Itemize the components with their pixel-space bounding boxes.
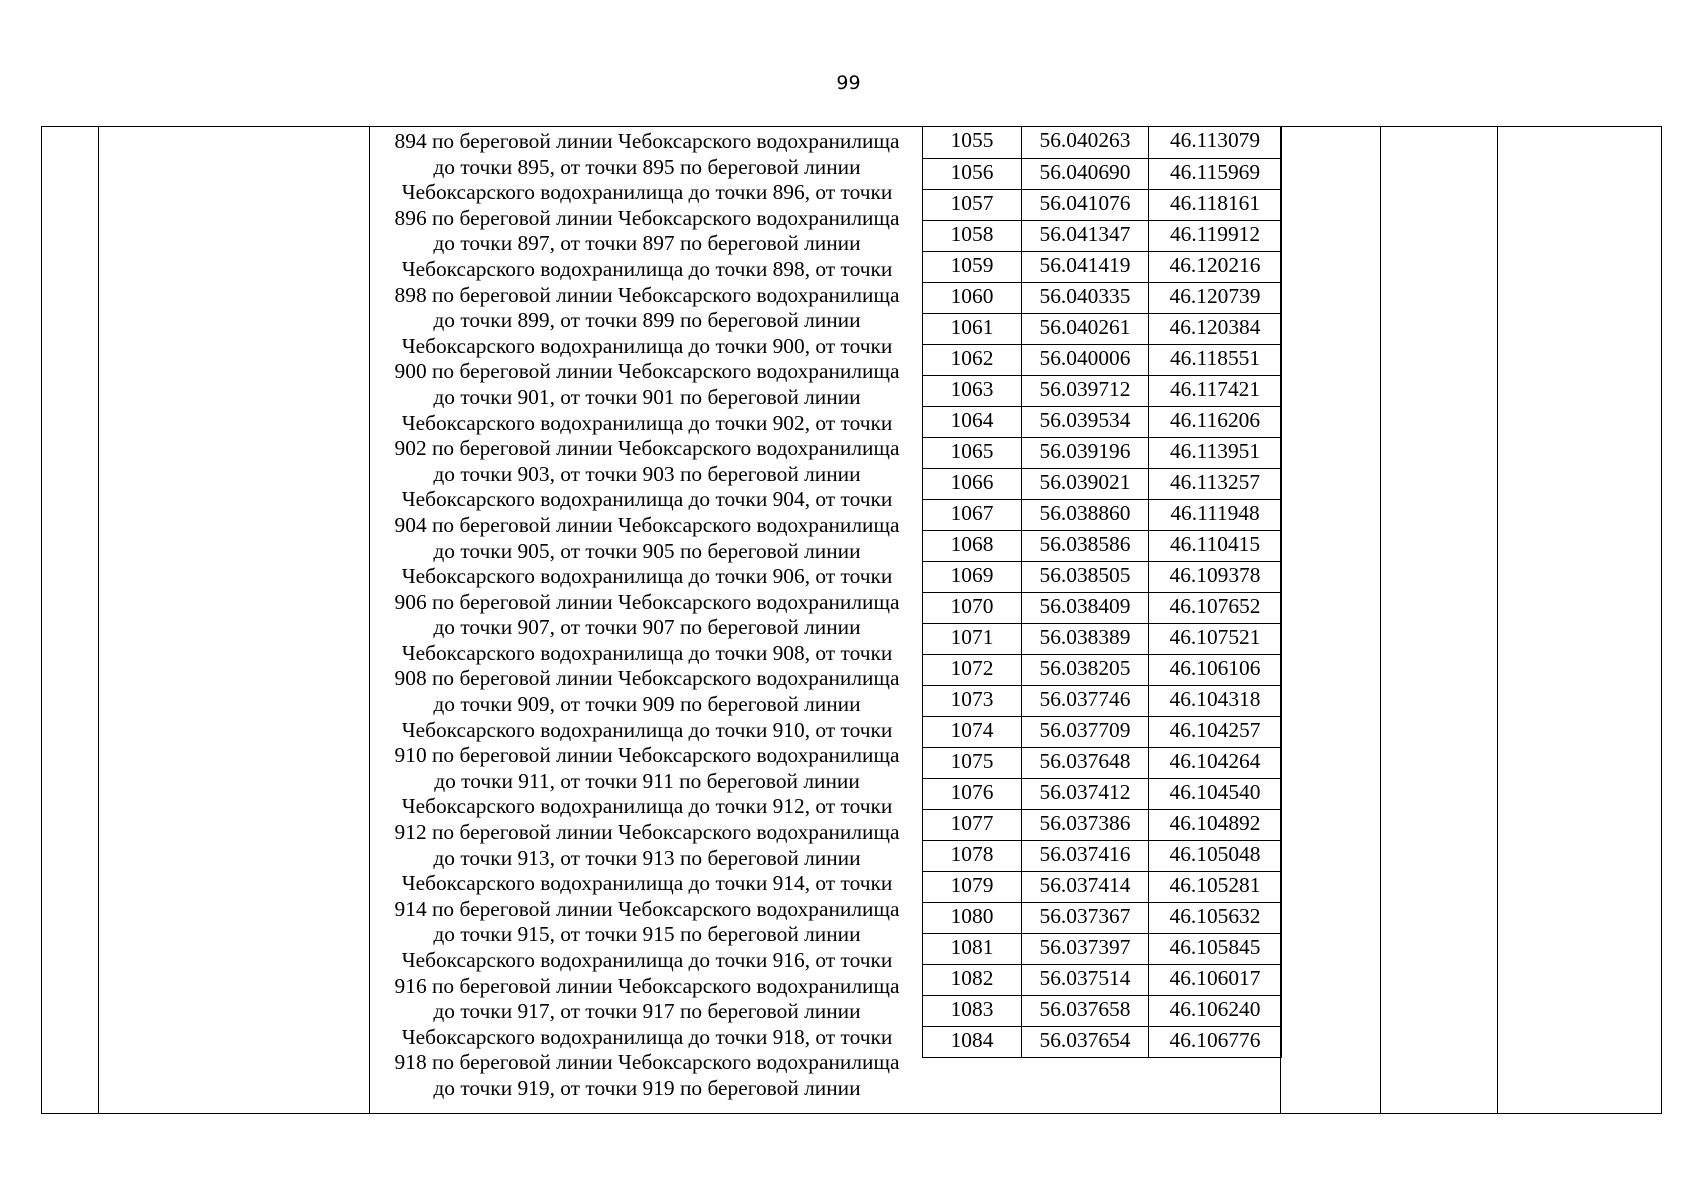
description-line: до точки 915, от точки 915 по береговой линии — [433, 922, 861, 947]
latitude-cell: 56.038586 — [1022, 530, 1149, 561]
table-row — [923, 654, 1282, 685]
longitude-cell: 46.105048 — [1149, 840, 1282, 871]
longitude-cell: 46.104264 — [1149, 747, 1282, 778]
latitude-cell: 56.038505 — [1022, 561, 1149, 592]
point-number-cell: 1063 — [923, 375, 1022, 406]
table-row — [923, 685, 1282, 716]
latitude-cell: 56.037397 — [1022, 933, 1149, 964]
table-row — [923, 778, 1282, 809]
table-row — [923, 158, 1282, 189]
latitude-cell: 56.039196 — [1022, 437, 1149, 468]
point-number-cell: 1069 — [923, 561, 1022, 592]
point-number-cell: 1064 — [923, 406, 1022, 437]
point-number-cell: 1073 — [923, 685, 1022, 716]
description-line: Чебоксарского водохранилища до точки 896, от точки — [401, 180, 893, 205]
description-line: до точки 917, от точки 917 по береговой линии — [433, 999, 861, 1024]
latitude-cell: 56.041347 — [1022, 220, 1149, 251]
longitude-cell: 46.116206 — [1149, 406, 1282, 437]
longitude-cell: 46.104540 — [1149, 778, 1282, 809]
longitude-cell: 46.113079 — [1149, 127, 1282, 158]
table-row — [923, 592, 1282, 623]
page-number: 99 — [836, 72, 861, 94]
description-line: Чебоксарского водохранилища до точки 902, от точки — [401, 410, 893, 435]
table-row — [923, 1026, 1282, 1057]
longitude-cell: 46.105845 — [1149, 933, 1282, 964]
point-number-cell: 1055 — [923, 127, 1022, 158]
latitude-cell: 56.040263 — [1022, 127, 1149, 158]
longitude-cell: 46.110415 — [1149, 530, 1282, 561]
latitude-cell: 56.038409 — [1022, 592, 1149, 623]
point-number-cell: 1062 — [923, 344, 1022, 375]
description-line: до точки 913, от точки 913 по береговой линии — [433, 845, 861, 870]
description-line: Чебоксарского водохранилища до точки 898, от точки — [401, 256, 893, 281]
latitude-cell: 56.037414 — [1022, 871, 1149, 902]
point-number-cell: 1080 — [923, 902, 1022, 933]
latitude-cell: 56.039534 — [1022, 406, 1149, 437]
description-line: до точки 897, от точки 897 по береговой линии — [433, 231, 861, 256]
description-line: Чебоксарского водохранилища до точки 900, от точки — [401, 333, 893, 358]
point-number-cell: 1079 — [923, 871, 1022, 902]
point-number-cell: 1068 — [923, 530, 1022, 561]
point-number-cell: 1074 — [923, 716, 1022, 747]
longitude-cell: 46.115969 — [1149, 158, 1282, 189]
table-row — [923, 344, 1282, 375]
latitude-cell: 56.040006 — [1022, 344, 1149, 375]
latitude-cell: 56.040261 — [1022, 313, 1149, 344]
longitude-cell: 46.120384 — [1149, 313, 1282, 344]
point-number-cell: 1067 — [923, 499, 1022, 530]
description-line: Чебоксарского водохранилища до точки 906, от точки — [401, 564, 893, 589]
table-row — [923, 933, 1282, 964]
point-number-cell: 1084 — [923, 1026, 1022, 1057]
point-number-cell: 1081 — [923, 933, 1022, 964]
point-number-cell: 1065 — [923, 437, 1022, 468]
longitude-cell: 46.107521 — [1149, 623, 1282, 654]
table-row — [923, 964, 1282, 995]
table-row — [923, 406, 1282, 437]
table-row — [923, 251, 1282, 282]
longitude-cell: 46.113257 — [1149, 468, 1282, 499]
description-line: до точки 919, от точки 919 по береговой линии — [433, 1075, 861, 1100]
coordinates-table — [922, 127, 1282, 1058]
latitude-cell: 56.038205 — [1022, 654, 1149, 685]
description-line: до точки 901, от точки 901 по береговой линии — [433, 384, 861, 409]
table-row — [923, 189, 1282, 220]
table-row — [923, 437, 1282, 468]
latitude-cell: 56.037367 — [1022, 902, 1149, 933]
description-line: до точки 905, от точки 905 по береговой линии — [433, 538, 861, 563]
latitude-cell: 56.040690 — [1022, 158, 1149, 189]
table-row — [923, 902, 1282, 933]
description-line: до точки 899, от точки 899 по береговой линии — [433, 308, 861, 333]
latitude-cell: 56.037412 — [1022, 778, 1149, 809]
boundary-description — [371, 129, 923, 1102]
latitude-cell: 56.037654 — [1022, 1026, 1149, 1057]
description-line: 912 по береговой линии Чебоксарского водохранилища — [394, 820, 900, 845]
description-line: 910 по береговой линии Чебоксарского водохранилища — [394, 743, 900, 768]
point-number-cell: 1060 — [923, 282, 1022, 313]
table-row — [923, 871, 1282, 902]
table-row — [923, 468, 1282, 499]
point-number-cell: 1070 — [923, 592, 1022, 623]
table-row — [923, 375, 1282, 406]
longitude-cell: 46.117421 — [1149, 375, 1282, 406]
latitude-cell: 56.038860 — [1022, 499, 1149, 530]
table-row — [923, 313, 1282, 344]
table-row — [923, 530, 1282, 561]
longitude-cell: 46.118161 — [1149, 189, 1282, 220]
description-line: Чебоксарского водохранилища до точки 904, от точки — [401, 487, 893, 512]
longitude-cell: 46.104257 — [1149, 716, 1282, 747]
point-number-cell: 1072 — [923, 654, 1022, 685]
table-row — [923, 840, 1282, 871]
point-number-cell: 1083 — [923, 995, 1022, 1026]
latitude-cell: 56.041419 — [1022, 251, 1149, 282]
longitude-cell: 46.111948 — [1149, 499, 1282, 530]
description-line: 908 по береговой линии Чебоксарского водохранилища — [394, 666, 900, 691]
description-line: до точки 911, от точки 911 по береговой линии — [434, 768, 860, 793]
description-line: 898 по береговой линии Чебоксарского водохранилища — [394, 282, 900, 307]
column-divider — [98, 127, 99, 1113]
table-row — [923, 716, 1282, 747]
point-number-cell: 1071 — [923, 623, 1022, 654]
latitude-cell: 56.037709 — [1022, 716, 1149, 747]
longitude-cell: 46.106017 — [1149, 964, 1282, 995]
description-line: 916 по береговой линии Чебоксарского водохранилища — [394, 973, 900, 998]
point-number-cell: 1061 — [923, 313, 1022, 344]
column-divider — [1497, 127, 1498, 1113]
latitude-cell: 56.041076 — [1022, 189, 1149, 220]
latitude-cell: 56.037514 — [1022, 964, 1149, 995]
column-divider — [1380, 127, 1381, 1113]
boundary-table — [41, 126, 1662, 1114]
longitude-cell: 46.105632 — [1149, 902, 1282, 933]
description-line: до точки 909, от точки 909 по береговой линии — [433, 692, 861, 717]
point-number-cell: 1056 — [923, 158, 1022, 189]
latitude-cell: 56.037386 — [1022, 809, 1149, 840]
table-row — [923, 809, 1282, 840]
longitude-cell: 46.109378 — [1149, 561, 1282, 592]
table-row — [923, 499, 1282, 530]
point-number-cell: 1058 — [923, 220, 1022, 251]
description-line: до точки 907, от точки 907 по береговой линии — [433, 615, 861, 640]
description-line: Чебоксарского водохранилища до точки 912, от точки — [401, 794, 893, 819]
description-line: 894 по береговой линии Чебоксарского водохранилища — [394, 129, 900, 153]
description-line: Чебоксарского водохранилища до точки 918, от точки — [401, 1024, 893, 1049]
longitude-cell: 46.107652 — [1149, 592, 1282, 623]
table-row — [923, 747, 1282, 778]
longitude-cell: 46.106106 — [1149, 654, 1282, 685]
latitude-cell: 56.037648 — [1022, 747, 1149, 778]
description-line: до точки 903, от точки 903 по береговой линии — [433, 461, 861, 486]
point-number-cell: 1057 — [923, 189, 1022, 220]
column-divider — [369, 127, 370, 1113]
latitude-cell: 56.037658 — [1022, 995, 1149, 1026]
point-number-cell: 1059 — [923, 251, 1022, 282]
latitude-cell: 56.039021 — [1022, 468, 1149, 499]
point-number-cell: 1066 — [923, 468, 1022, 499]
longitude-cell: 46.119912 — [1149, 220, 1282, 251]
point-number-cell: 1075 — [923, 747, 1022, 778]
point-number-cell: 1077 — [923, 809, 1022, 840]
latitude-cell: 56.040335 — [1022, 282, 1149, 313]
description-line: 914 по береговой линии Чебоксарского водохранилища — [394, 896, 900, 921]
description-line: Чебоксарского водохранилища до точки 916, от точки — [401, 948, 893, 972]
description-line: Чебоксарского водохранилища до точки 908, от точки — [401, 640, 893, 665]
description-line: 896 по береговой линии Чебоксарского водохранилища — [394, 205, 900, 230]
table-row — [923, 995, 1282, 1026]
latitude-cell: 56.037416 — [1022, 840, 1149, 871]
description-line: 906 по береговой линии Чебоксарского водохранилища — [394, 589, 900, 614]
point-number-cell: 1082 — [923, 964, 1022, 995]
longitude-cell: 46.105281 — [1149, 871, 1282, 902]
longitude-cell: 46.120216 — [1149, 251, 1282, 282]
description-line: Чебоксарского водохранилища до точки 910, от точки — [401, 717, 893, 742]
table-row — [923, 561, 1282, 592]
longitude-cell: 46.118551 — [1149, 344, 1282, 375]
table-row — [923, 282, 1282, 313]
description-line: до точки 895, от точки 895 по береговой линии — [433, 154, 861, 179]
description-line: 902 по береговой линии Чебоксарского водохранилища — [394, 436, 900, 461]
description-line: 918 по береговой линии Чебоксарского водохранилища — [394, 1050, 900, 1075]
longitude-cell: 46.106240 — [1149, 995, 1282, 1026]
description-line: 900 по береговой линии Чебоксарского водохранилища — [394, 359, 900, 384]
table-row — [923, 623, 1282, 654]
longitude-cell: 46.104318 — [1149, 685, 1282, 716]
latitude-cell: 56.037746 — [1022, 685, 1149, 716]
longitude-cell: 46.113951 — [1149, 437, 1282, 468]
description-line: 904 по береговой линии Чебоксарского водохранилища — [394, 512, 900, 537]
description-line: Чебоксарского водохранилища до точки 914, от точки — [401, 871, 893, 896]
longitude-cell: 46.106776 — [1149, 1026, 1282, 1057]
latitude-cell: 56.039712 — [1022, 375, 1149, 406]
longitude-cell: 46.120739 — [1149, 282, 1282, 313]
point-number-cell: 1078 — [923, 840, 1022, 871]
latitude-cell: 56.038389 — [1022, 623, 1149, 654]
table-row — [923, 127, 1282, 158]
longitude-cell: 46.104892 — [1149, 809, 1282, 840]
point-number-cell: 1076 — [923, 778, 1022, 809]
table-row — [923, 220, 1282, 251]
